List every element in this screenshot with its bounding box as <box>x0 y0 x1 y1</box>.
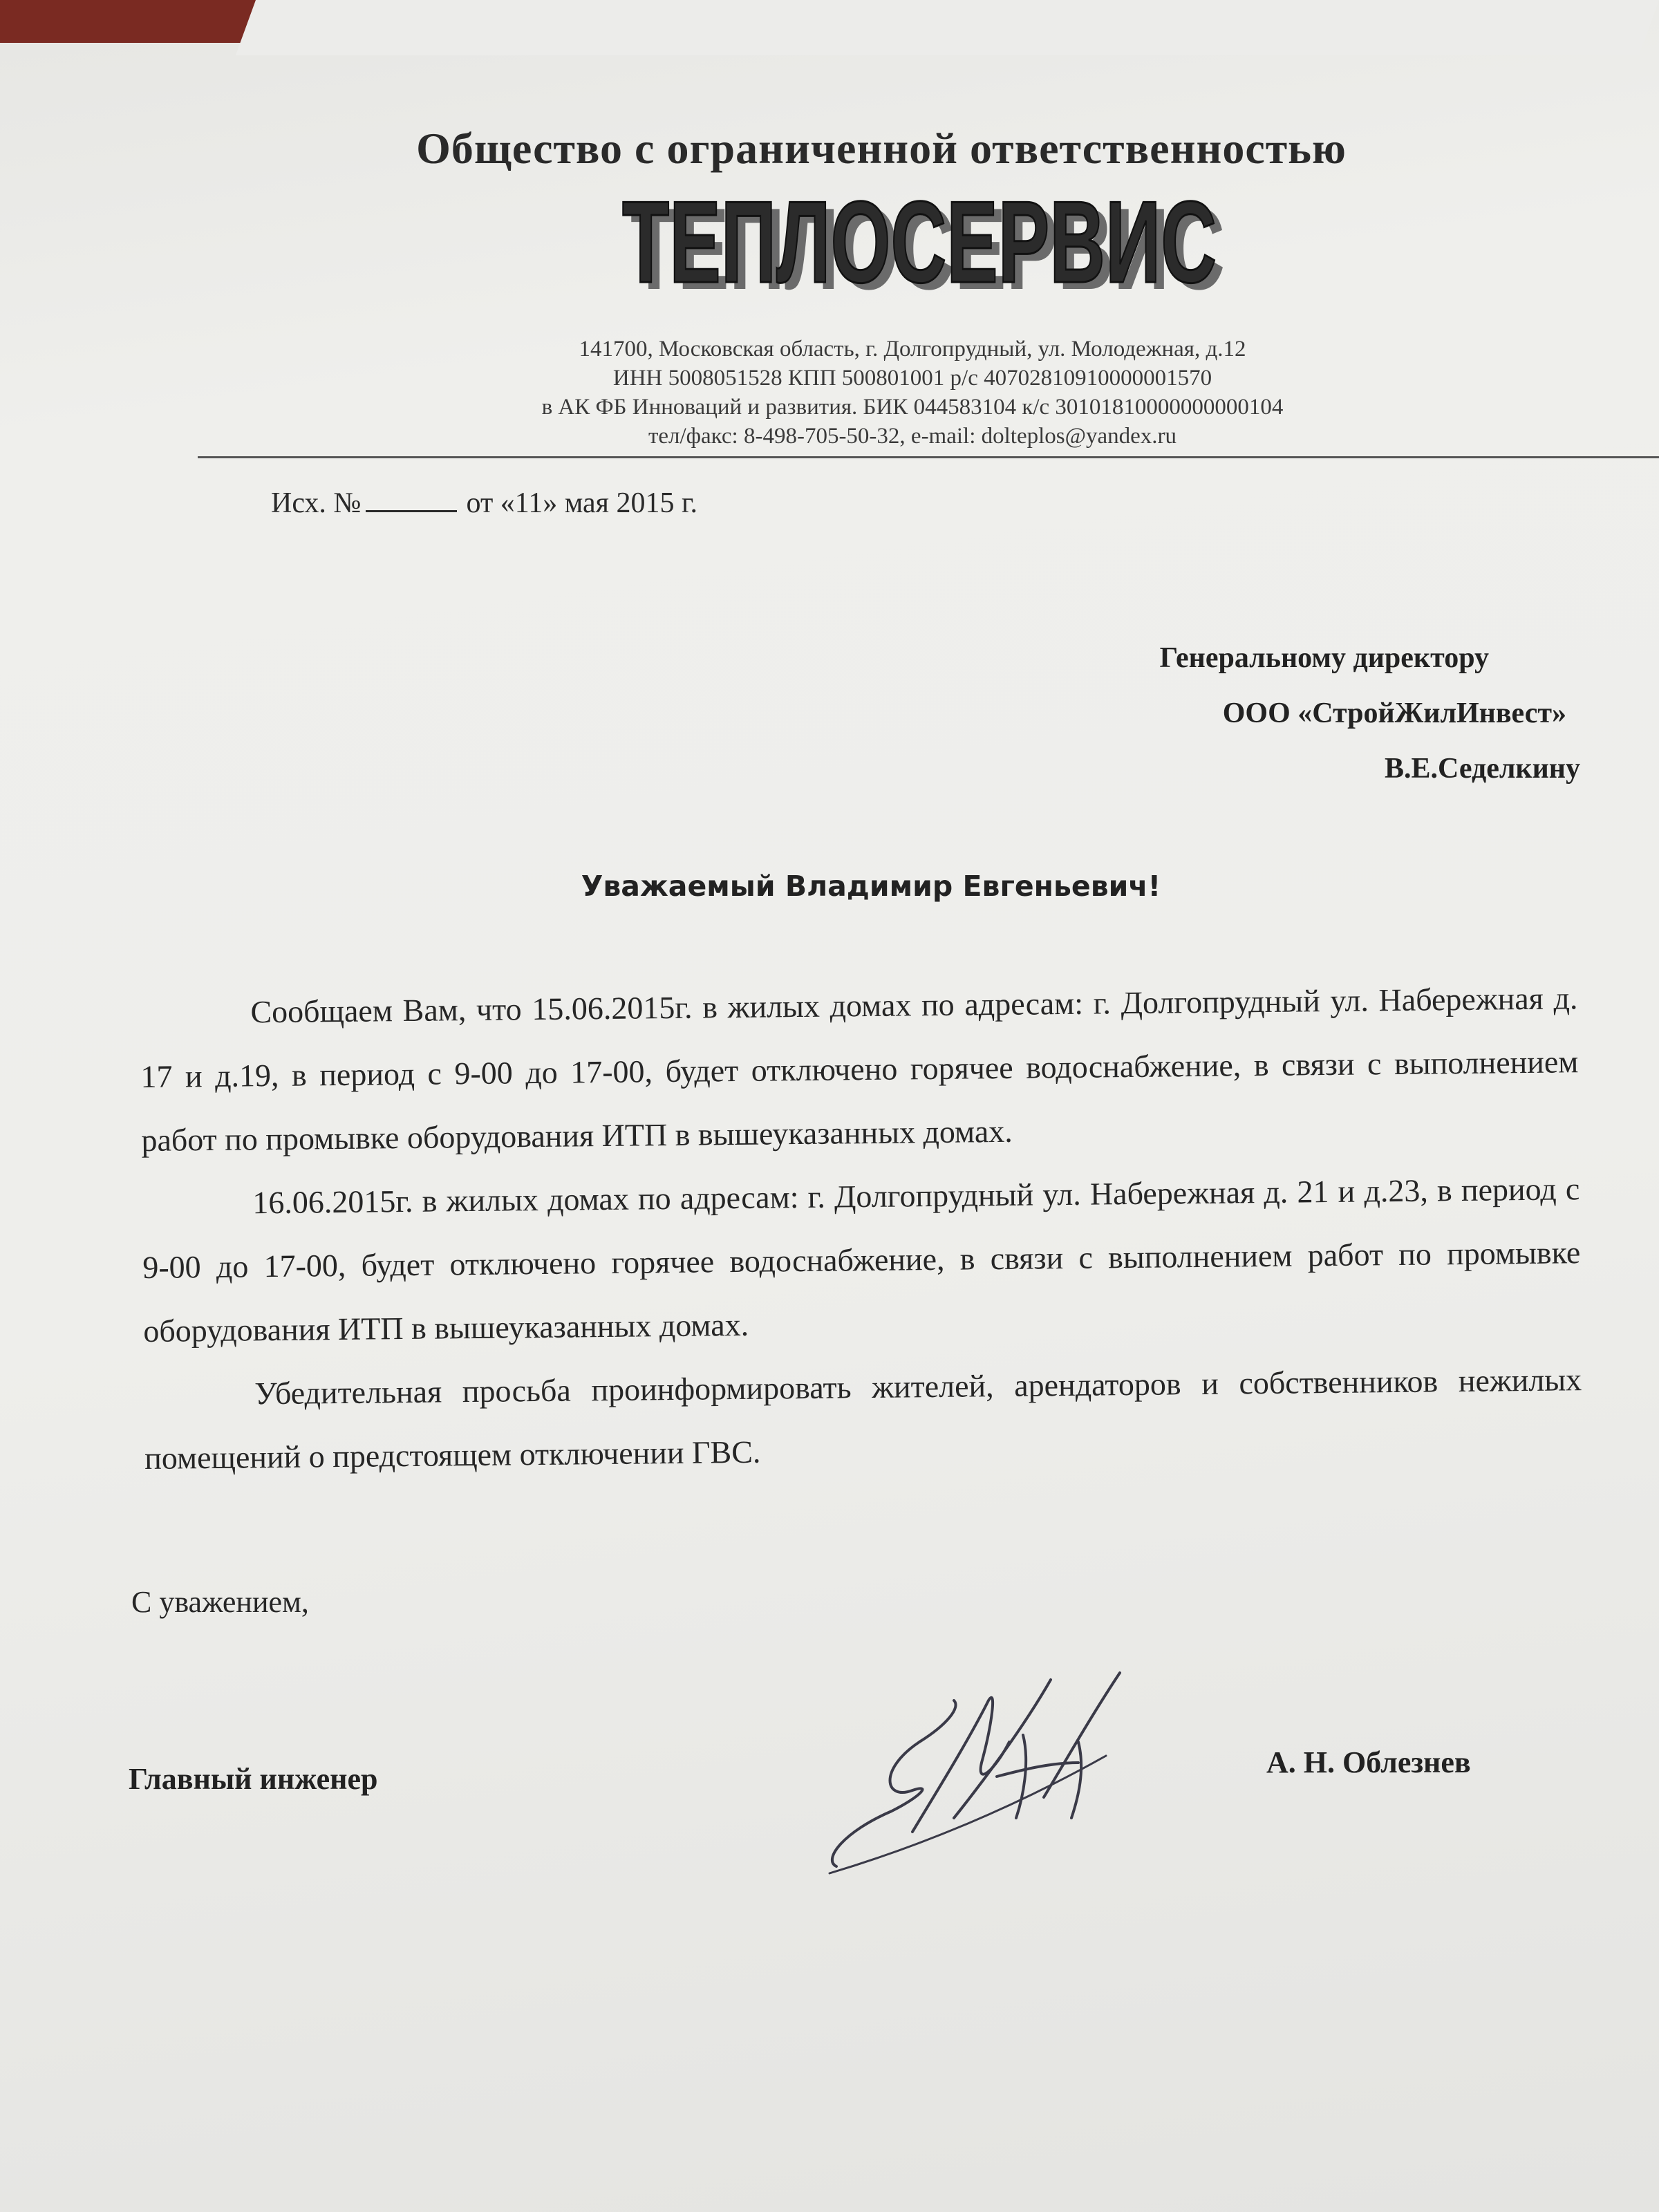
body-paragraph: 16.06.2015г. в жилых домах по адресам: г. Долгопрудный ул. Набережная д. 21 и д.23, в период с 9-00 до 17-00, будет отключено горячее водоснабжение, в связи с выполнением работ по промывке оборудования ИТП в вышеуказанных домах. <box>142 1171 1581 1349</box>
company-bank: в АК ФБ Инноваций и развития. БИК 044583104 к/с 30101810000000000104 <box>541 395 1284 420</box>
salutation: Уважаемый Владимир Евгеньевич! <box>581 870 1161 903</box>
body-paragraph: Сообщаем Вам, что 15.06.2015г. в жилых домах по адресам: г. Долгопрудный ул. Набережная д. 17 и д.19, в период с 9-00 до 17-00, будет отключено горячее водоснабжение, в связи с выполнением работ по промывке оборудования ИТП в вышеуказанных домах. <box>140 980 1579 1158</box>
signatory-name: А. Н. Облезнев <box>1266 1745 1471 1779</box>
brand-logo-shadow: ТЕПЛОСЕРВИС <box>630 184 1225 296</box>
paper-edge <box>236 0 1659 55</box>
outgoing-reference <box>271 487 697 520</box>
handwritten-signature <box>816 1659 1147 1880</box>
closing-phrase: С уважением, <box>131 1585 309 1619</box>
reference-date: от «11» мая 2015 г. <box>466 487 697 519</box>
company-contacts: тел/факс: 8-498-705-50-32, e-mail: dolteplos@yandex.ru <box>648 424 1177 449</box>
addressee-company: ООО «СтройЖилИнвест» <box>1222 697 1566 729</box>
reference-prefix: Исх. № <box>271 487 362 519</box>
company-tax-ids: ИНН 5008051528 КПП 500801001 р/с 40702810910000001570 <box>612 366 1212 391</box>
signatory-position: Главный инженер <box>129 1762 378 1796</box>
company-requisites <box>346 335 1479 451</box>
reference-number-blank <box>366 488 457 512</box>
org-form-title: Общество с ограниченной ответственностью <box>416 124 1347 173</box>
addressee-position: Генеральному директору <box>1159 642 1489 674</box>
addressee-name: В.Е.Седелкину <box>1384 753 1580 785</box>
body-paragraph: Убедительная просьба проинформировать жителей, арендаторов и собственников нежилых помещений о предстоящем отключении ГВС. <box>144 1362 1582 1476</box>
addressee-block <box>1159 630 1580 796</box>
company-address: 141700, Московская область, г. Долгопрудный, ул. Молодежная, д.12 <box>579 337 1246 362</box>
brand-logo <box>594 178 1230 296</box>
brand-logo-face: ТЕПЛОСЕРВИС <box>622 178 1217 296</box>
letterhead-divider <box>198 456 1659 458</box>
letter-body <box>140 966 1583 1490</box>
